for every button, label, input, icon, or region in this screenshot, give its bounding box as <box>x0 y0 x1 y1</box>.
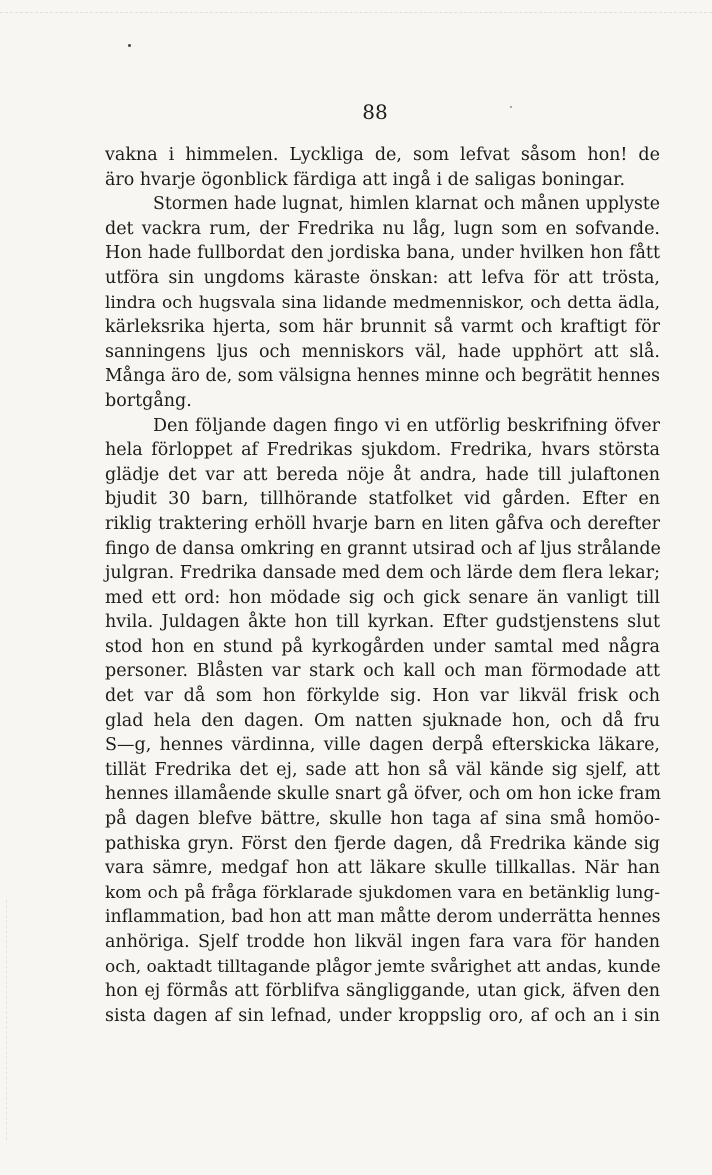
text-line: utföra sin ungdoms käraste önskan: att lefva för att trösta, <box>105 267 660 288</box>
text-line: glädje det var att bereda nöje åt andra, hade till julaftonen <box>105 464 660 485</box>
text-line: vakna i himmelen. Lyckliga de, som lefvat såsom hon! de <box>105 145 660 165</box>
text-line: hon ej förmås att förblifva sängliggande, utan gick, äfven den <box>105 981 660 1002</box>
text-line: sista dagen af sin lefnad, under kroppslig oro, af och an i sin <box>105 1005 660 1026</box>
ink-speck <box>510 106 512 108</box>
text-line: hennes illamående skulle snart gå öfver, och om hon icke fram <box>105 784 662 805</box>
text-line: glad hela den dagen. Om natten sjuknade hon, och då fru <box>105 710 660 731</box>
text-line: bjudit 30 barn, tillhörande statfolket vid gården. Efter en <box>105 489 660 510</box>
page-number: 88 <box>362 100 388 124</box>
text-line: lindra och hugsvala sina lidande medmenniskor, och detta ädla, <box>105 292 660 313</box>
text-line: på dagen blefve bättre, skulle hon taga af sina små homöo- <box>105 809 660 830</box>
text-line: det var då som hon förkylde sig. Hon var likväl frisk och <box>105 686 660 707</box>
text-line: fingo de dansa omkring en grannt utsirad och af ljus strålande <box>105 538 661 559</box>
text-line: vara sämre, medgaf hon att läkare skulle tillkallas. När han <box>105 858 660 879</box>
text-line: Stormen hade lugnat, himlen klarnat och månen upplyste <box>153 194 660 215</box>
text-line: kärleksrika hjerta, som här brunnit så varmt och kraftigt för <box>105 317 660 338</box>
text-line: riklig traktering erhöll hvarje barn en liten gåfva och derefter <box>105 513 660 534</box>
text-line: hvila. Juldagen åkte hon till kyrkan. Efter gudstjenstens slut <box>105 612 660 633</box>
body-text <box>105 143 660 1028</box>
ink-speck <box>128 44 131 47</box>
text-line: anhöriga. Sjelf trodde hon likväl ingen fara vara för handen <box>105 932 660 952</box>
text-line: och, oaktadt tilltagande plågor jemte svårighet att andas, kunde <box>105 956 661 977</box>
text-line: kom och på fråga förklarade sjukdomen vara en betänklig lung- <box>105 882 660 903</box>
text-line: tillät Fredrika det ej, sade att hon så väl kände sig sjelf, att <box>105 759 660 780</box>
text-line: det vackra rum, der Fredrika nu låg, lugn som en sofvande. <box>105 218 660 239</box>
text-line: Många äro de, som välsigna hennes minne och begrätit hennes <box>105 366 660 387</box>
text-line: stod hon en stund på kyrkogården under samtal med några <box>105 636 660 657</box>
text-line: S—g, hennes värdinna, ville dagen derpå efterskicka läkare, <box>105 735 660 756</box>
text-line: inflammation, bad hon att man måtte derom underrätta hennes <box>105 907 661 928</box>
text-line: julgran. Fredrika dansade med dem och lärde dem flera lekar; <box>105 563 660 584</box>
text-line: Den följande dagen fingo vi en utförlig beskrifning öfver <box>153 415 660 436</box>
text-line: Hon hade fullbordat den jordiska bana, under hvilken hon fått <box>105 243 660 264</box>
text-line: pathiska gryn. Först den fjerde dagen, då Fredrika kände sig <box>105 833 660 854</box>
scan-edge-top <box>0 12 712 13</box>
scan-edge-left <box>6 900 7 1140</box>
text-line: äro hvarje ögonblick färdiga att ingå i de saligas boningar. <box>105 169 626 190</box>
text-line: sanningens ljus och menniskors väl, hade upphört att slå. <box>105 341 660 362</box>
text-line: personer. Blåsten var stark och kall och man förmodade att <box>105 661 660 682</box>
text-line: bortgång. <box>105 390 192 411</box>
text-line: hela förloppet af Fredrikas sjukdom. Fredrika, hvars största <box>105 440 660 461</box>
text-line: med ett ord: hon mödade sig och gick senare än vanligt till <box>105 587 660 608</box>
